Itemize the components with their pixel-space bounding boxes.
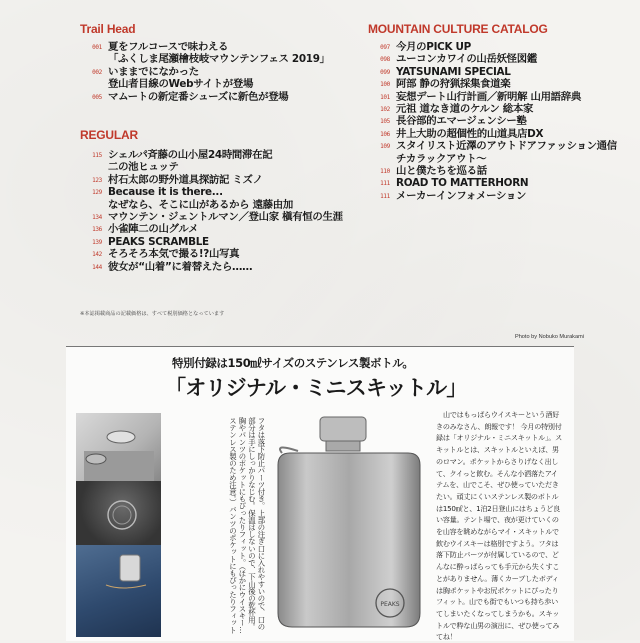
toc-page-number: 097 — [380, 44, 390, 51]
toc-entry — [380, 65, 617, 78]
toc-title: 妄想デート山行計画／新明解 山用語辞典 — [396, 90, 581, 103]
toc-entry — [380, 115, 617, 128]
toc-page-number: 106 — [380, 130, 390, 138]
toc-title: 登山者目線のWebサイトが登場 — [108, 78, 254, 91]
flask-emblem-photo — [76, 481, 161, 545]
toc-title: 山と僕たちを巡る話 — [396, 165, 487, 178]
toc-page-number: 115 — [92, 152, 102, 159]
toc-page-number: 099 — [380, 68, 390, 76]
toc-page-number: 001 — [92, 44, 102, 51]
toc-page-number: 098 — [380, 56, 390, 64]
toc-title: 井上大助の超個性的山道具店DX — [396, 127, 544, 140]
toc-entry — [380, 177, 617, 190]
price-note: ※本誌掲載商品の記載価格は、すべて税別価格となっています — [80, 311, 225, 317]
toc-entry — [108, 53, 330, 65]
toc-title: Because it is there... — [108, 186, 223, 199]
toc-page-number: 100 — [380, 81, 390, 89]
toc-entry — [108, 78, 330, 90]
toc-entry — [380, 189, 617, 202]
toc-entry — [380, 140, 617, 153]
toc-entry — [380, 165, 617, 178]
flask-emblem-text: PEAKS — [380, 601, 400, 608]
toc-title: YATSUNAMI SPECIAL — [396, 65, 511, 78]
toc-title: チカラックアウト～ — [396, 152, 487, 165]
toc-entry — [92, 260, 343, 273]
regular-list — [92, 149, 343, 273]
feature-panel — [66, 346, 574, 641]
toc-title: 今月のPICK UP — [396, 41, 472, 53]
toc-entry — [92, 41, 330, 53]
toc-page-number: 109 — [380, 143, 390, 151]
toc-entry — [380, 127, 617, 140]
toc-title: 長谷部的エマージェンシー塾 — [396, 115, 527, 128]
toc-title: 「ふくしま尾瀬檜枝岐マウンテンフェス 2019」 — [108, 53, 330, 66]
toc-entry — [380, 103, 617, 116]
toc-entry — [92, 149, 343, 161]
toc-title: マウンテン・ジェントルマン／登山家 槇有恒の生涯 — [108, 211, 343, 224]
toc-entry — [92, 90, 330, 103]
toc-entry — [380, 78, 617, 91]
toc-title: 夏をフルコースで味わえる — [108, 41, 229, 53]
regular-heading: REGULAR — [80, 128, 138, 142]
toc-entry — [380, 53, 617, 66]
toc-title: ROAD TO MATTERHORN — [396, 177, 529, 190]
jeans-pocket-photo — [76, 545, 161, 637]
trail-head-list — [92, 41, 330, 103]
toc-page-number: 102 — [380, 106, 390, 114]
toc-title: 小雀陣二の山グルメ — [108, 223, 199, 236]
feature-subtitle: 特別付録は150㎖サイズのステンレス製ボトル。 — [172, 356, 414, 370]
toc-entry — [92, 186, 343, 199]
toc-entry — [108, 161, 343, 173]
toc-page-number: 111 — [380, 180, 390, 188]
toc-page-number: 144 — [92, 263, 102, 271]
toc-title: PEAKS SCRAMBLE — [108, 235, 209, 248]
toc-entry — [108, 199, 343, 211]
photo-caption: フタは落下防止パーツ付き。上部の注ぎ口に入れやすいので、口の部分は手にしっかりなじむ。保温はしないので、下山後の乾杯用。胸やパンツのポケットにもぴったりフィット。（ほかにウイスキー…ステンレス製のため注意。）バンツのポケットにもぴったりフィット — [228, 417, 266, 634]
toc-entry — [92, 235, 343, 248]
trail-head-heading: Trail Head — [80, 22, 136, 36]
feature-title: 「オリジナル・ミニスキットル」 — [165, 376, 467, 400]
toc-entry — [380, 90, 617, 103]
toc-title: スタイリスト近澤のアウトドアファッション通信 — [396, 140, 617, 153]
toc-entry — [92, 248, 343, 261]
toc-page-number: 142 — [92, 251, 102, 259]
catalog-list — [380, 41, 617, 202]
toc-page-number: 123 — [92, 176, 102, 184]
toc-page-number: 139 — [92, 238, 102, 246]
toc-page-number: 129 — [92, 189, 102, 197]
toc-page-number: 005 — [92, 93, 102, 101]
toc-page-number: 110 — [380, 168, 390, 176]
toc-page-number: 134 — [92, 214, 102, 222]
toc-title: ユーコンカワイの山岳妖怪図鑑 — [396, 53, 537, 66]
flask-cap-photo — [76, 413, 161, 481]
toc-page-number: 111 — [380, 192, 390, 200]
toc-title: なぜなら、そこに山があるから 遠藤由加 — [108, 198, 293, 211]
toc-page-number: 002 — [92, 68, 102, 76]
toc-title: マムートの新定番シューズに新色が登場 — [108, 90, 289, 103]
toc-title: いままでになかった — [108, 65, 199, 78]
catalog-heading: MOUNTAIN CULTURE CATALOG — [368, 22, 548, 36]
toc-title: 阿部 静の狩猟採集食道楽 — [396, 78, 511, 91]
photo-credit: Photo by Nobuko Murakami — [514, 334, 584, 340]
toc-page-number: 136 — [92, 226, 102, 234]
toc-entry — [92, 173, 343, 186]
toc-title: メーカーインフォメーション — [396, 189, 527, 202]
toc-page-number: 105 — [380, 118, 390, 126]
toc-title: 村石太郎の野外道具探訪記 ミズノ — [108, 173, 263, 186]
toc-entry — [380, 41, 617, 53]
toc-title: 元祖 道なき道のケルン 総本家 — [396, 103, 534, 116]
toc-page-number: 101 — [380, 93, 390, 101]
feature-story: 山ではもっぱらウイスキーという酒好きのみなさん、朗報です！ 今月の特別付録は「オリジナル・ミニスキットル」。スキットルとは、スキットルといえば、男のロマン。ポケットからさりげなく出して、クイっと飲む。そんな小洒落たアイテムを、山でこそ、ぜひ使っていただきたい。頑丈にくいステンレス製のボトルは150㎖と、1泊2日登山にはちょうど良い容量。テント場で、夜が更けていくのを山容を眺めながらマイ・スキットルで飲むウイスキーは格別ですよう。フタは落下防止パーツが付属しているので、どんなに酔っぱらっても手元から失くすことがありません。薄くカーブしたボディは胸ポケットやお尻ポケットにぴったりフィット。山でも街でもいつも持ち歩いてしまいたくなってしまうかも。スキットルで粋な山男の演出に、ぜひ使ってみてね！ — [436, 410, 562, 642]
toc-entry — [92, 223, 343, 236]
toc-title: 彼女が“山着”に着替えたら…… — [108, 260, 253, 273]
toc-entry — [396, 153, 617, 165]
toc-title: シェルパ斉藤の山小屋24時間滞在記 — [108, 149, 273, 161]
toc-title: 二の池ヒュッテ — [108, 161, 179, 174]
toc-entry — [92, 211, 343, 224]
flask-image — [238, 413, 438, 637]
toc-title: そろそろ本気で撮る!?山写真 — [108, 248, 240, 261]
toc-entry — [92, 65, 330, 78]
